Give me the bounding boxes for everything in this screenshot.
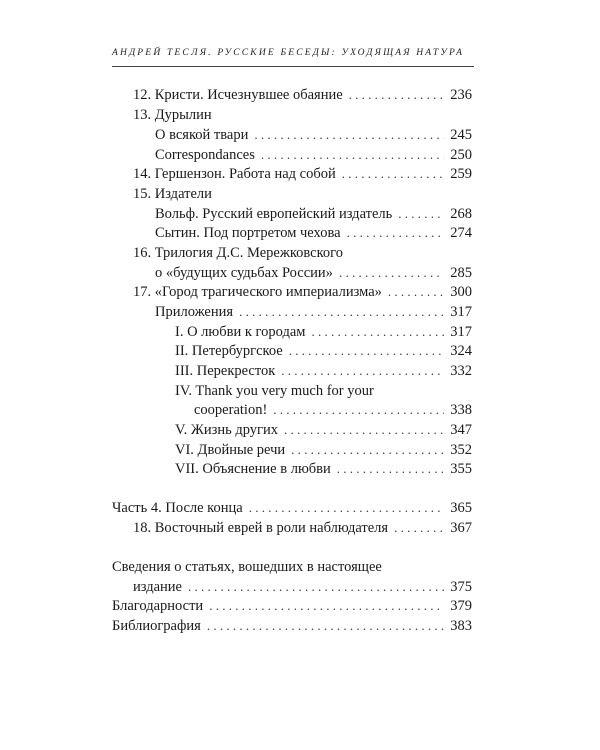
dot-leader bbox=[388, 282, 444, 302]
toc-page-number: 274 bbox=[450, 225, 472, 241]
toc-page-number: 236 bbox=[450, 87, 472, 103]
dot-leader bbox=[188, 577, 444, 597]
toc-page-number: 338 bbox=[450, 402, 472, 418]
toc-entry-label: Вольф. Русский европейский издатель bbox=[155, 206, 393, 222]
toc-heading-16[interactable]: 16. Трилогия Д.С. Мережковского bbox=[133, 245, 343, 261]
toc-heading-13[interactable]: 13. Дурылин bbox=[133, 107, 212, 123]
toc-entry-label: VII. Объяснение в любви bbox=[175, 461, 331, 477]
toc-page-number: 285 bbox=[450, 265, 472, 281]
toc-entry-acknowledgements[interactable] bbox=[112, 596, 472, 616]
toc-entry-17-ii[interactable] bbox=[175, 341, 472, 361]
toc-heading-17-iv[interactable]: IV. Thank you very much for your bbox=[175, 383, 374, 399]
toc-heading-15[interactable]: 15. Издатели bbox=[133, 186, 212, 202]
toc-entry-18[interactable] bbox=[133, 518, 472, 538]
toc-entry-label: II. Петербургское bbox=[175, 343, 283, 359]
toc-entry-label: О всякой твари bbox=[155, 127, 249, 143]
toc-page-number: 250 bbox=[450, 147, 472, 163]
toc-entry-article-info[interactable] bbox=[133, 577, 472, 597]
toc-page-number: 375 bbox=[450, 579, 472, 595]
toc-page-number: 379 bbox=[450, 598, 472, 614]
dot-leader bbox=[207, 616, 444, 636]
toc-page-number: 332 bbox=[450, 363, 472, 379]
toc-page-number: 317 bbox=[450, 304, 472, 320]
toc-page-number: 355 bbox=[450, 461, 472, 477]
dot-leader bbox=[311, 322, 444, 342]
header-rule bbox=[112, 66, 474, 67]
dot-leader bbox=[394, 518, 444, 538]
toc-entry-bibliography[interactable] bbox=[112, 616, 472, 636]
toc-entry-17-v[interactable] bbox=[175, 420, 472, 440]
dot-leader bbox=[347, 223, 444, 243]
toc-entry-label: о «будущих судьбах России» bbox=[155, 265, 333, 281]
toc-entry-17-vii[interactable] bbox=[175, 459, 472, 479]
toc-entry-label: 17. «Город трагического империализма» bbox=[133, 284, 382, 300]
toc-entry-16[interactable] bbox=[155, 263, 472, 283]
toc-entry-17-i[interactable] bbox=[175, 322, 472, 342]
toc-entry-label: I. О любви к городам bbox=[175, 324, 306, 340]
toc-entry-label: VI. Двойные речи bbox=[175, 442, 286, 458]
toc-entry-label: 14. Гершензон. Работа над собой bbox=[133, 166, 336, 182]
dot-leader bbox=[342, 164, 444, 184]
toc-entry-17[interactable] bbox=[133, 282, 472, 302]
toc-entry-label: V. Жизнь других bbox=[175, 422, 278, 438]
dot-leader bbox=[281, 361, 444, 381]
dot-leader bbox=[291, 440, 444, 460]
toc-page-number: 300 bbox=[450, 284, 472, 300]
toc-page-number: 347 bbox=[450, 422, 472, 438]
toc-entry-17-appendices[interactable] bbox=[155, 302, 472, 322]
toc-entry-label: Часть 4. После конца bbox=[112, 500, 243, 516]
toc-entry-label: 12. Кристи. Исчезнувшее обаяние bbox=[133, 87, 343, 103]
toc-entry-15a[interactable] bbox=[155, 204, 472, 224]
toc-entry-label: Благодарности bbox=[112, 598, 204, 614]
toc-entry-label: Correspondances bbox=[155, 147, 255, 163]
dot-leader bbox=[337, 459, 444, 479]
toc-page-number: 317 bbox=[450, 324, 472, 340]
toc-entry-part-4[interactable] bbox=[112, 498, 472, 518]
toc-entry-label: Приложения bbox=[155, 304, 234, 320]
toc-entry-label: Библиография bbox=[112, 618, 201, 634]
toc-heading-article-info[interactable]: Сведения о статьях, вошедших в настоящее bbox=[112, 559, 382, 575]
dot-leader bbox=[261, 145, 444, 165]
toc-entry-13b[interactable] bbox=[155, 145, 472, 165]
dot-leader bbox=[209, 596, 444, 616]
toc-entry-label: издание bbox=[133, 579, 182, 595]
toc-entry-17-iii[interactable] bbox=[175, 361, 472, 381]
toc-entry-label: cooperation! bbox=[194, 402, 268, 418]
toc-page-number: 259 bbox=[450, 166, 472, 182]
toc-entry-17-iv[interactable] bbox=[194, 400, 472, 420]
toc-page-number: 324 bbox=[450, 343, 472, 359]
toc-entry-label: Сытин. Под портретом чехова bbox=[155, 225, 341, 241]
toc-entry-15b[interactable] bbox=[155, 223, 472, 243]
dot-leader bbox=[289, 341, 444, 361]
toc-page-number: 352 bbox=[450, 442, 472, 458]
toc-page-number: 383 bbox=[450, 618, 472, 634]
toc-entry-label: III. Перекресток bbox=[175, 363, 276, 379]
toc-entry-14[interactable] bbox=[133, 164, 472, 184]
toc-entry-17-vi[interactable] bbox=[175, 440, 472, 460]
toc-page-number: 245 bbox=[450, 127, 472, 143]
dot-leader bbox=[339, 263, 444, 283]
toc-page-number: 268 bbox=[450, 206, 472, 222]
dot-leader bbox=[239, 302, 444, 322]
toc-entry-12[interactable] bbox=[133, 85, 472, 105]
toc-page-number: 365 bbox=[450, 500, 472, 516]
dot-leader bbox=[284, 420, 444, 440]
dot-leader bbox=[273, 400, 444, 420]
dot-leader bbox=[254, 125, 444, 145]
dot-leader bbox=[249, 498, 444, 518]
running-header: АНДРЕЙ ТЕСЛЯ. РУССКИЕ БЕСЕДЫ: УХОДЯЩАЯ НАТУРА bbox=[112, 48, 465, 58]
toc-entry-13a[interactable] bbox=[155, 125, 472, 145]
toc-entry-label: 18. Восточный еврей в роли наблюдателя bbox=[133, 520, 389, 536]
dot-leader bbox=[349, 85, 444, 105]
dot-leader bbox=[398, 204, 444, 224]
toc-page-number: 367 bbox=[450, 520, 472, 536]
